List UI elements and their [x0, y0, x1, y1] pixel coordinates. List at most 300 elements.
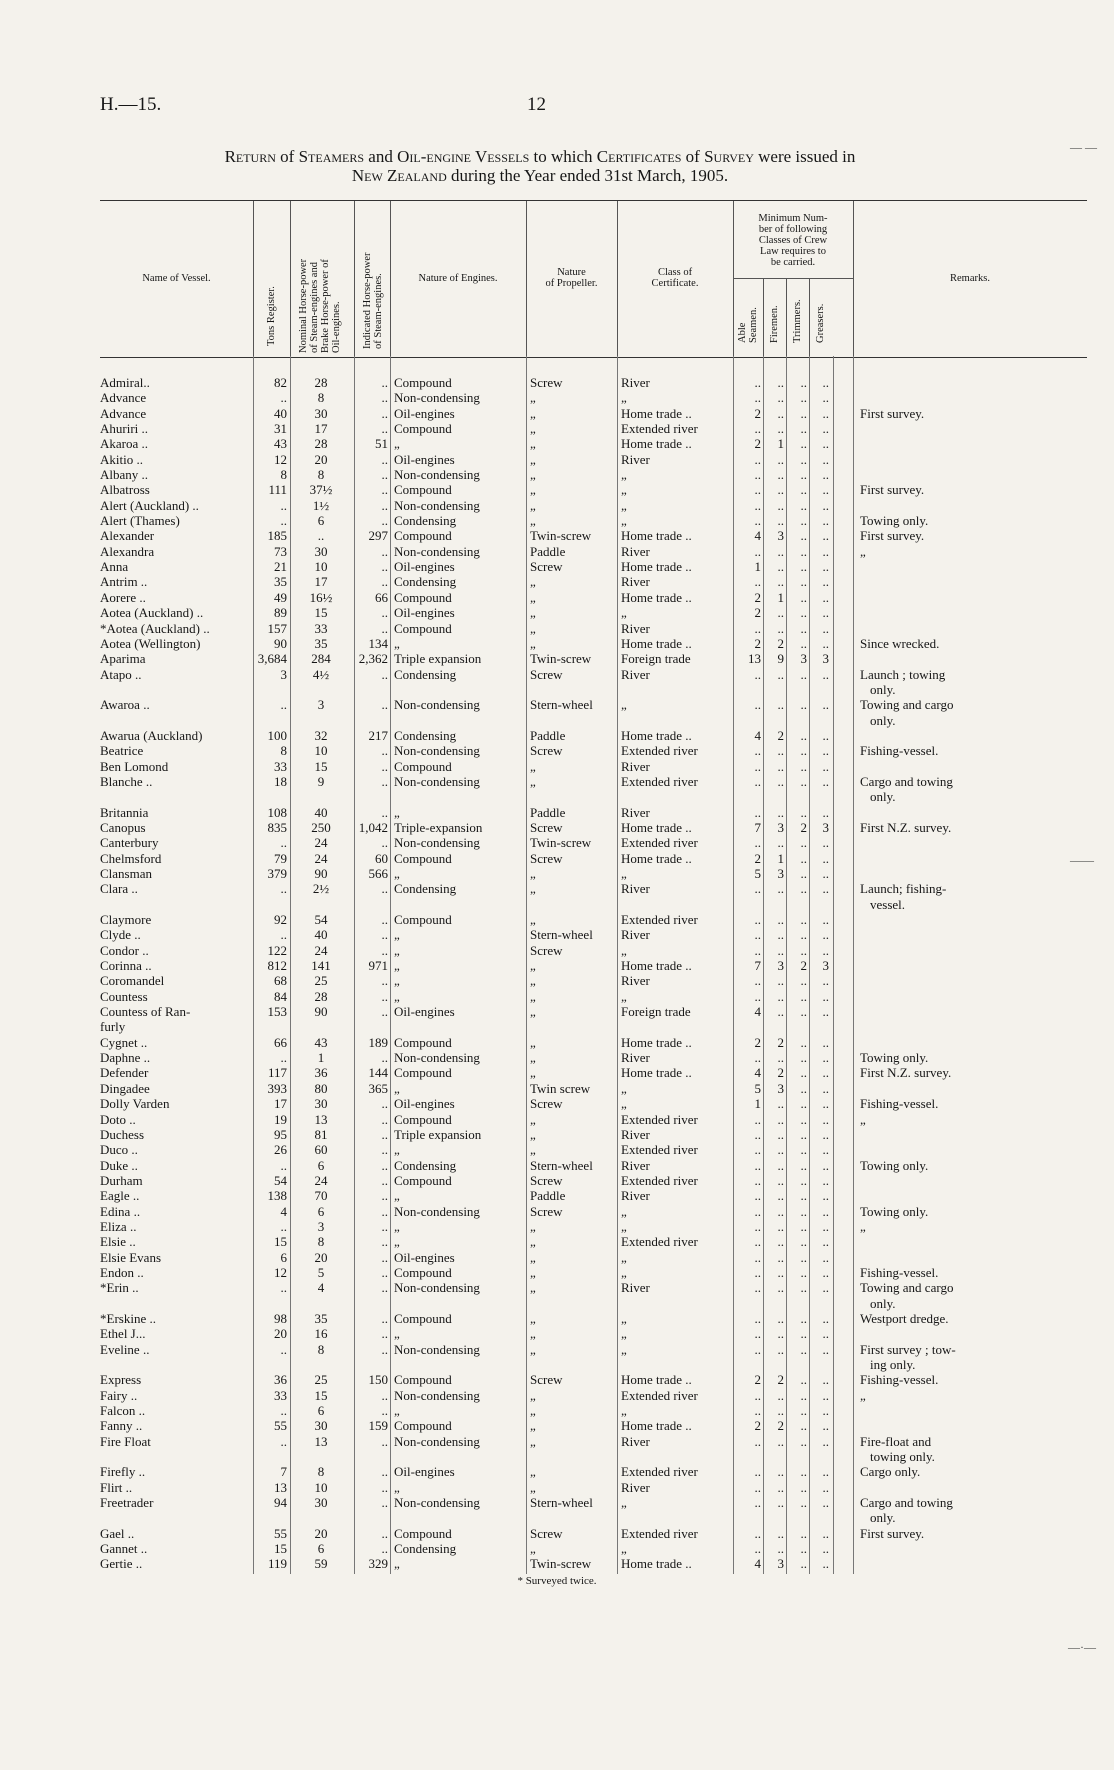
nature-of-propeller: Screw [530, 850, 563, 866]
table-row [100, 1050, 1087, 1065]
tons-register: 95 [274, 1126, 287, 1142]
trimmers: .. [800, 1157, 807, 1173]
greasers: .. [822, 1203, 829, 1219]
able-seamen: .. [754, 1387, 761, 1403]
firemen: 3 [777, 528, 784, 544]
nature-of-engines: Triple expansion [394, 651, 482, 667]
nature-of-propeller: „ [530, 1326, 536, 1342]
tons-register: 393 [267, 1080, 287, 1096]
able-seamen: .. [754, 1050, 761, 1066]
firemen: 3 [777, 819, 784, 835]
nature-of-propeller: „ [530, 973, 536, 989]
greasers: .. [822, 1050, 829, 1066]
class-of-certificate: Home trade .. [621, 528, 692, 544]
table-row-continuation [100, 1019, 1087, 1034]
nature-of-propeller: Twin-screw [530, 835, 592, 851]
able-seamen: .. [754, 1249, 761, 1265]
table-row [100, 605, 1087, 620]
tons-register: 17 [274, 1096, 287, 1112]
tons-register: 79 [274, 850, 287, 866]
class-of-certificate: Home trade .. [621, 727, 692, 743]
able-seamen: .. [754, 942, 761, 958]
table-row [100, 774, 1087, 789]
nominal-horse-power: 30 [314, 405, 328, 421]
greasers: .. [822, 405, 829, 421]
header-name-of-vessel: Name of Vessel. [142, 273, 211, 284]
firemen: 1 [777, 589, 784, 605]
vessel-name: Eagle .. [100, 1188, 140, 1204]
remarks: First survey. [860, 405, 925, 421]
class-of-certificate: Home trade .. [621, 635, 692, 651]
vessel-name: Duchess [100, 1126, 145, 1142]
trimmers: .. [800, 881, 807, 897]
tons-register: 6 [280, 1249, 287, 1265]
class-of-certificate: Home trade .. [621, 1034, 692, 1050]
nature-of-engines: Compound [394, 1111, 452, 1127]
indicated-horse-power: .. [381, 1096, 388, 1112]
nature-of-propeller: Screw [530, 1372, 563, 1388]
nature-of-propeller: „ [530, 620, 536, 636]
vessel-name: Elsie Evans [100, 1249, 162, 1265]
nature-of-propeller: Screw [530, 1525, 563, 1541]
remarks: First survey. [860, 1525, 925, 1541]
greasers: .. [822, 559, 829, 575]
firemen: .. [777, 574, 784, 590]
vessel-name: Flirt .. [100, 1479, 133, 1495]
greasers: .. [822, 743, 829, 759]
trimmers: .. [800, 1525, 807, 1541]
able-seamen: .. [754, 1126, 761, 1142]
firemen: .. [777, 1249, 784, 1265]
vessel-name: Coromandel [100, 973, 165, 989]
remarks: Towing only. [860, 513, 929, 529]
remarks-continuation: towing only. [870, 1449, 935, 1465]
tons-register: 55 [274, 1418, 287, 1434]
able-seamen: .. [754, 1525, 761, 1541]
nature-of-propeller: Stern-wheel [530, 1157, 593, 1173]
indicated-horse-power: .. [381, 467, 388, 483]
nature-of-propeller: „ [530, 1310, 536, 1326]
firemen: .. [777, 482, 784, 498]
indicated-horse-power: .. [381, 1188, 388, 1204]
vessel-name: Britannia [100, 804, 149, 820]
tons-register: .. [280, 927, 287, 943]
greasers: 3 [822, 958, 829, 974]
greasers: .. [822, 620, 829, 636]
indicated-horse-power: .. [381, 1326, 388, 1342]
table-row [100, 1127, 1087, 1142]
tons-register: .. [280, 881, 287, 897]
table-row [100, 1495, 1087, 1510]
class-of-certificate: „ [621, 1096, 627, 1112]
nature-of-engines: „ [394, 942, 400, 958]
nature-of-propeller: „ [530, 1218, 536, 1234]
firemen: .. [777, 1004, 784, 1020]
greasers: .. [822, 1326, 829, 1342]
able-seamen: 2 [754, 1034, 761, 1050]
nature-of-engines: Compound [394, 1034, 452, 1050]
firemen: 2 [777, 727, 784, 743]
vessel-name: Aotea (Wellington) [100, 635, 201, 651]
greasers: .. [822, 543, 829, 559]
able-seamen: .. [754, 881, 761, 897]
class-of-certificate: Foreign trade [621, 651, 691, 667]
class-of-certificate: River [621, 1050, 650, 1066]
able-seamen: .. [754, 1310, 761, 1326]
table-row [100, 636, 1087, 651]
nominal-horse-power: 6 [317, 1203, 325, 1219]
tons-register: 15 [274, 1541, 287, 1557]
nature-of-propeller: „ [530, 866, 536, 881]
indicated-horse-power: .. [381, 482, 388, 498]
firemen: .. [777, 1433, 784, 1449]
nature-of-engines: Compound [394, 1310, 452, 1326]
trimmers: .. [800, 1126, 807, 1142]
tons-register: 73 [274, 543, 287, 559]
table-row [100, 958, 1087, 973]
class-of-certificate: Home trade .. [621, 436, 692, 452]
nature-of-propeller: „ [530, 758, 536, 774]
trimmers: .. [800, 1464, 807, 1480]
remarks-continuation: only. [870, 681, 896, 697]
firemen: .. [777, 467, 784, 483]
nature-of-engines: Compound [394, 758, 452, 774]
trimmers: .. [800, 1372, 807, 1388]
table-row [100, 1434, 1087, 1449]
class-of-certificate: Home trade .. [621, 819, 692, 835]
tons-register: 812 [267, 958, 287, 974]
nominal-horse-power: 32 [314, 727, 328, 743]
class-of-certificate: River [621, 758, 650, 774]
indicated-horse-power: .. [381, 497, 388, 513]
nominal-horse-power: 40 [314, 804, 328, 820]
firemen: .. [777, 1050, 784, 1066]
trimmers: .. [800, 1034, 807, 1050]
greasers: .. [822, 988, 829, 1004]
indicated-horse-power: .. [381, 1157, 388, 1173]
remarks: Fishing-vessel. [860, 743, 939, 759]
table-row [100, 1280, 1087, 1295]
table-row-continuation [100, 1510, 1087, 1525]
table-row [100, 1250, 1087, 1265]
table-row [100, 1004, 1087, 1019]
able-seamen: .. [754, 1433, 761, 1449]
remarks: „ [860, 1111, 866, 1127]
indicated-horse-power: .. [381, 942, 388, 958]
trimmers: .. [800, 1218, 807, 1234]
firemen: .. [777, 1188, 784, 1204]
nature-of-engines: „ [394, 958, 400, 974]
table-row [100, 390, 1087, 405]
greasers: .. [822, 574, 829, 590]
firemen: .. [777, 1280, 784, 1296]
nature-of-propeller: Stern-wheel [530, 697, 593, 713]
nature-of-engines: „ [394, 1556, 400, 1572]
indicated-horse-power: .. [381, 1218, 388, 1234]
indicated-horse-power: .. [381, 1479, 388, 1495]
nature-of-propeller: Screw [530, 942, 563, 958]
trimmers: .. [800, 1080, 807, 1096]
firemen: .. [777, 421, 784, 437]
nature-of-propeller: Paddle [530, 543, 566, 559]
greasers: .. [822, 482, 829, 498]
nominal-horse-power: 90 [314, 1004, 328, 1020]
table-row [100, 1219, 1087, 1234]
vessel-name: Eveline .. [100, 1341, 150, 1357]
tons-register: 21 [274, 559, 287, 575]
nominal-horse-power: 9 [317, 773, 325, 789]
nature-of-engines: Condensing [394, 574, 457, 590]
nominal-horse-power: 59 [314, 1556, 328, 1572]
tons-register: 138 [267, 1188, 287, 1204]
class-of-certificate: „ [621, 482, 627, 498]
vessel-name: Clara .. [100, 881, 138, 897]
class-of-certificate: „ [621, 1080, 627, 1096]
greasers: .. [822, 866, 829, 881]
firemen: .. [777, 559, 784, 575]
margin-mark-icon: —·— [1068, 1640, 1096, 1654]
vessel-name: Cygnet .. [100, 1034, 148, 1050]
remarks: Fire-float and [860, 1433, 932, 1449]
table-header [100, 200, 1087, 358]
class-of-certificate: Extended river [621, 835, 698, 851]
nominal-horse-power: 10 [314, 559, 328, 575]
remarks-continuation: vessel. [870, 896, 906, 912]
trimmers: .. [800, 1172, 807, 1188]
table-row [100, 452, 1087, 467]
able-seamen: .. [754, 1479, 761, 1495]
tons-register: 68 [274, 973, 287, 989]
table-row [100, 1158, 1087, 1173]
table-row [100, 1234, 1087, 1249]
tons-register: 40 [274, 405, 287, 421]
trimmers: .. [800, 467, 807, 483]
class-of-certificate: „ [621, 513, 627, 529]
able-seamen: 4 [754, 528, 761, 544]
class-of-certificate: River [621, 543, 650, 559]
table-row [100, 1388, 1087, 1403]
nature-of-propeller: Screw [530, 819, 563, 835]
footnote: * Surveyed twice. [517, 1575, 597, 1587]
vessel-name: *Aotea (Auckland) .. [100, 620, 210, 636]
vessel-name: Akitio .. [100, 451, 143, 467]
table-row-continuation [100, 1357, 1087, 1372]
greasers: .. [822, 1495, 829, 1511]
tons-register: 4 [280, 1203, 287, 1219]
firemen: .. [777, 390, 784, 406]
firemen: .. [777, 1387, 784, 1403]
vessel-name: Express [100, 1372, 142, 1388]
trimmers: .. [800, 1203, 807, 1219]
nature-of-engines: Condensing [394, 1157, 457, 1173]
nominal-horse-power: 28 [314, 436, 328, 452]
greasers: .. [822, 1464, 829, 1480]
nature-of-propeller: „ [530, 1464, 536, 1480]
able-seamen: .. [754, 1234, 761, 1250]
class-of-certificate: River [621, 1280, 650, 1296]
nominal-horse-power: 24 [314, 942, 328, 958]
class-of-certificate: Extended river [621, 1111, 698, 1127]
class-of-certificate: „ [621, 497, 627, 513]
nominal-horse-power: 24 [314, 1172, 328, 1188]
table-row [100, 851, 1087, 866]
able-seamen: .. [754, 1157, 761, 1173]
greasers: .. [822, 973, 829, 989]
indicated-horse-power: .. [381, 927, 388, 943]
remarks-continuation: only. [870, 789, 896, 805]
greasers: .. [822, 1280, 829, 1296]
nominal-horse-power: 15 [314, 1387, 328, 1403]
table-row [100, 498, 1087, 513]
indicated-horse-power: 51 [375, 436, 388, 452]
table-row [100, 1372, 1087, 1387]
indicated-horse-power: 134 [368, 635, 388, 651]
vessel-name: *Erskine .. [100, 1310, 156, 1326]
nature-of-propeller: „ [530, 1264, 536, 1280]
able-seamen: 2 [754, 635, 761, 651]
table-row [100, 651, 1087, 666]
indicated-horse-power: .. [381, 375, 388, 390]
nature-of-engines: Compound [394, 375, 452, 390]
trimmers: .. [800, 1387, 807, 1403]
trimmers: .. [800, 1096, 807, 1112]
vessel-name: Albatross [100, 482, 150, 498]
able-seamen: 4 [754, 727, 761, 743]
class-of-certificate: „ [621, 1403, 627, 1419]
indicated-horse-power: .. [381, 1433, 388, 1449]
indicated-horse-power: 189 [368, 1034, 388, 1050]
tons-register: .. [280, 697, 287, 713]
trimmers: 2 [800, 819, 807, 835]
nature-of-propeller: „ [530, 1387, 536, 1403]
class-of-certificate: „ [621, 1203, 627, 1219]
tons-register: .. [280, 1341, 287, 1357]
trimmers: .. [800, 1495, 807, 1511]
table-row-continuation [100, 713, 1087, 728]
tons-register: 835 [267, 819, 287, 835]
greasers: .. [822, 467, 829, 483]
nature-of-engines: Condensing [394, 513, 457, 529]
class-of-certificate: „ [621, 988, 627, 1004]
greasers: .. [822, 436, 829, 452]
vessel-name: Fairy .. [100, 1387, 138, 1403]
nature-of-engines: „ [394, 1188, 400, 1204]
nominal-horse-power: 1 [317, 1050, 325, 1066]
nature-of-propeller: „ [530, 958, 536, 974]
able-seamen: .. [754, 620, 761, 636]
able-seamen: 13 [748, 651, 761, 667]
nature-of-propeller: Screw [530, 1203, 563, 1219]
nature-of-propeller: „ [530, 1341, 536, 1357]
firemen: .. [777, 1218, 784, 1234]
class-of-certificate: Extended river [621, 1464, 698, 1480]
tons-register: 36 [274, 1372, 287, 1388]
greasers: .. [822, 375, 829, 390]
class-of-certificate: „ [621, 605, 627, 621]
nature-of-engines: Condensing [394, 881, 457, 897]
firemen: 3 [777, 1556, 784, 1572]
table-row [100, 805, 1087, 820]
nature-of-engines: Compound [394, 1172, 452, 1188]
nominal-horse-power: 6 [317, 1403, 325, 1419]
firemen: .. [777, 605, 784, 621]
nature-of-engines: „ [394, 927, 400, 943]
nominal-horse-power: 1½ [312, 497, 330, 513]
greasers: .. [822, 1264, 829, 1280]
vessel-name: Gael .. [100, 1525, 135, 1541]
nominal-horse-power: 54 [314, 912, 328, 928]
indicated-horse-power: .. [381, 513, 388, 529]
remarks: Launch; fishing- [860, 881, 947, 897]
nature-of-engines: Compound [394, 850, 452, 866]
indicated-horse-power: .. [381, 605, 388, 621]
trimmers: .. [800, 1403, 807, 1419]
table-row [100, 467, 1087, 482]
greasers: .. [822, 1341, 829, 1357]
greasers: .. [822, 697, 829, 713]
nature-of-propeller: Twin screw [530, 1080, 591, 1096]
tons-register: 12 [274, 1264, 287, 1280]
nature-of-engines: Condensing [394, 727, 457, 743]
greasers: .. [822, 727, 829, 743]
remarks-continuation: only. [870, 1510, 896, 1526]
able-seamen: .. [754, 421, 761, 437]
nature-of-engines: „ [394, 1326, 400, 1342]
tons-register: 54 [274, 1172, 287, 1188]
vessel-name: Advance [100, 405, 147, 421]
nature-of-propeller: „ [530, 451, 536, 467]
able-seamen: .. [754, 467, 761, 483]
class-of-certificate: River [621, 574, 650, 590]
able-seamen: .. [754, 1403, 761, 1419]
vessel-name: Advance [100, 390, 147, 406]
table-row [100, 943, 1087, 958]
able-seamen: 2 [754, 1418, 761, 1434]
nature-of-propeller: „ [530, 436, 536, 452]
class-of-certificate: Extended river [621, 1234, 698, 1250]
firemen: .. [777, 1203, 784, 1219]
indicated-horse-power: .. [381, 1111, 388, 1127]
table-row [100, 728, 1087, 743]
indicated-horse-power: .. [381, 1050, 388, 1066]
nominal-horse-power: 4 [317, 1280, 325, 1296]
nature-of-propeller: „ [530, 1418, 536, 1434]
nominal-horse-power: 25 [314, 973, 328, 989]
class-of-certificate: „ [621, 1264, 627, 1280]
able-seamen: .. [754, 375, 761, 390]
remarks-continuation: only. [870, 1295, 896, 1311]
greasers: .. [822, 1479, 829, 1495]
nature-of-engines: Compound [394, 421, 452, 437]
header-remarks: Remarks. [950, 273, 990, 284]
greasers: .. [822, 1004, 829, 1020]
nature-of-engines: „ [394, 1234, 400, 1250]
trimmers: .. [800, 1556, 807, 1572]
able-seamen: 5 [754, 1080, 761, 1096]
nature-of-propeller: „ [530, 1034, 536, 1050]
nature-of-engines: „ [394, 804, 400, 820]
firemen: .. [777, 1111, 784, 1127]
vessel-name: Corinna .. [100, 958, 152, 974]
trimmers: .. [800, 1264, 807, 1280]
nominal-horse-power: 30 [314, 1418, 328, 1434]
table-row [100, 421, 1087, 436]
greasers: .. [822, 804, 829, 820]
nature-of-engines: Oil-engines [394, 405, 455, 421]
vessel-name: Dingadee [100, 1080, 150, 1096]
indicated-horse-power: .. [381, 1464, 388, 1480]
vessel-name: Albany .. [100, 467, 149, 483]
